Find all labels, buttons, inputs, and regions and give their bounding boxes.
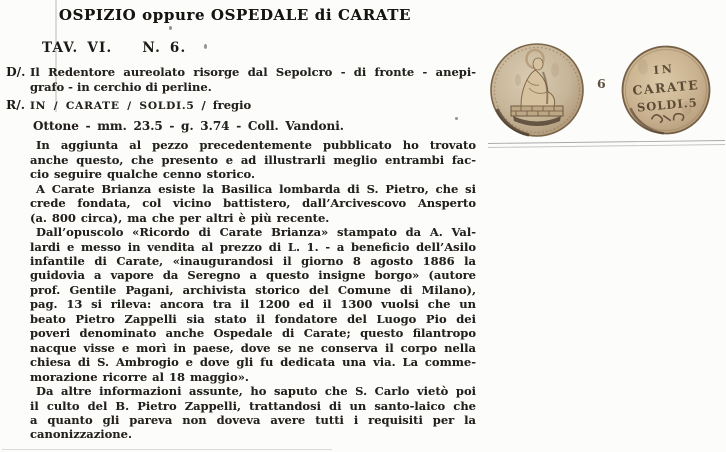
- body-paragraphs: [30, 138, 476, 442]
- text-line: infantile di Carate, «inaugurandosi il giorno 8 agosto 1886 la: [30, 254, 476, 268]
- reverse-label: R/.: [6, 97, 25, 113]
- text-line: poveri denominato anche Ospedale di Carate; questo filantropo: [30, 326, 476, 341]
- text-line: il culto del B. Pietro Zappelli, trattandosi di un santo-laico che: [30, 398, 476, 413]
- text-line: cio seguire qualche cenno storico.: [30, 167, 255, 182]
- coin-plate-image: [485, 30, 726, 160]
- paragraph: [30, 225, 476, 384]
- reverse-legend: IN / CARATE / SOLDI.5: [30, 100, 195, 113]
- text-line: morazione ricorre al 18 maggio».: [30, 369, 249, 384]
- paragraph: [30, 182, 476, 225]
- text-line: canonizzazione.: [30, 427, 132, 442]
- obverse-label: D/.: [6, 64, 26, 79]
- obverse-text: [30, 65, 476, 94]
- plate-reference: [42, 41, 476, 55]
- text-line: anche questo, che presento e ad illustrarli meglio entrambi fac-: [30, 152, 476, 167]
- text-line: chiesa di S. Ambrogio e dove gli fu dedicata una via. La comme-: [30, 355, 476, 370]
- page-title: OSPIZIO oppure OSPEDALE di CARATE: [58, 6, 412, 24]
- text-line: crede fondata, col vicino battistero, dall’Arcivescovo Ansperto: [30, 196, 476, 211]
- coin-plate: [485, 30, 726, 160]
- text-line: a quanto gli pareva non doveva avere tutti i requisiti per la: [30, 412, 476, 427]
- reverse-suffix: / fregio: [194, 98, 252, 113]
- text-line: nacque visse e morì in paese, dove se ne conserva il corpo nella: [30, 340, 476, 355]
- obverse-description: [6, 64, 476, 94]
- text-line: Dall’opuscolo «Ricordo di Carate Brianza» stampato da A. Val-: [36, 225, 476, 240]
- specs-line: Ottone - mm. 23.5 - g. 3.74 - Coll. Vandoni.: [33, 118, 344, 133]
- plate-rule-top: [488, 141, 725, 144]
- text-line: beato Pietro Zappelli sia stato il fondatore del Luogo Pio dei: [30, 311, 476, 326]
- text-line: grafo - in cerchio di perline.: [30, 79, 212, 94]
- plate-rule-bottom: [488, 145, 725, 148]
- text-line: pag. 13 si rileva: ancora tra il 1200 ed il 1300 vuolsi che un: [30, 297, 476, 312]
- scan-speck: [204, 44, 207, 49]
- text-line: Il Redentore aureolato risorge dal Sepolcro - di fronte - anepi-: [30, 65, 476, 79]
- reverse-description: [6, 97, 476, 114]
- text-line: prof. Gentile Pagani, archivista storico del Comune di Milano),: [30, 282, 476, 297]
- reverse-coin-line-3: SOLDI.5: [636, 95, 699, 115]
- scan-speck: [169, 26, 172, 30]
- text-line: (a. 800 circa), ma che per altri è più recente.: [30, 210, 330, 225]
- scan-speck: [455, 117, 458, 120]
- text-line: guidovia a vapore da Seregno a questo insigne borgo» (autore: [30, 268, 476, 283]
- text-line: Da altre informazioni assunte, ho saputo che S. Carlo vietò poi: [36, 384, 476, 399]
- paragraph: [30, 384, 476, 442]
- item-number: N. 6.: [142, 40, 187, 56]
- scan-edge-artifact: [2, 449, 332, 450]
- reverse-coin-line-2: CARATE: [631, 77, 700, 98]
- reverse-coin-line-1: IN: [653, 62, 676, 77]
- text-line: In aggiunta al pezzo precedentemente pubblicato ho trovato: [36, 138, 476, 153]
- reverse-text: [30, 98, 476, 114]
- text-line: lardi e messo in vendita al prezzo di L. 1. - a beneficio dell’Asilo: [30, 239, 476, 254]
- paragraph: [30, 138, 476, 181]
- reverse-coin-image: [619, 43, 713, 137]
- figure-number: 6: [597, 76, 606, 91]
- plate-label: TAV. VI.: [42, 40, 113, 56]
- text-line: A Carate Brianza esiste la Basilica lombarda di S. Pietro, che si: [36, 181, 476, 196]
- obverse-coin-image: [491, 44, 583, 136]
